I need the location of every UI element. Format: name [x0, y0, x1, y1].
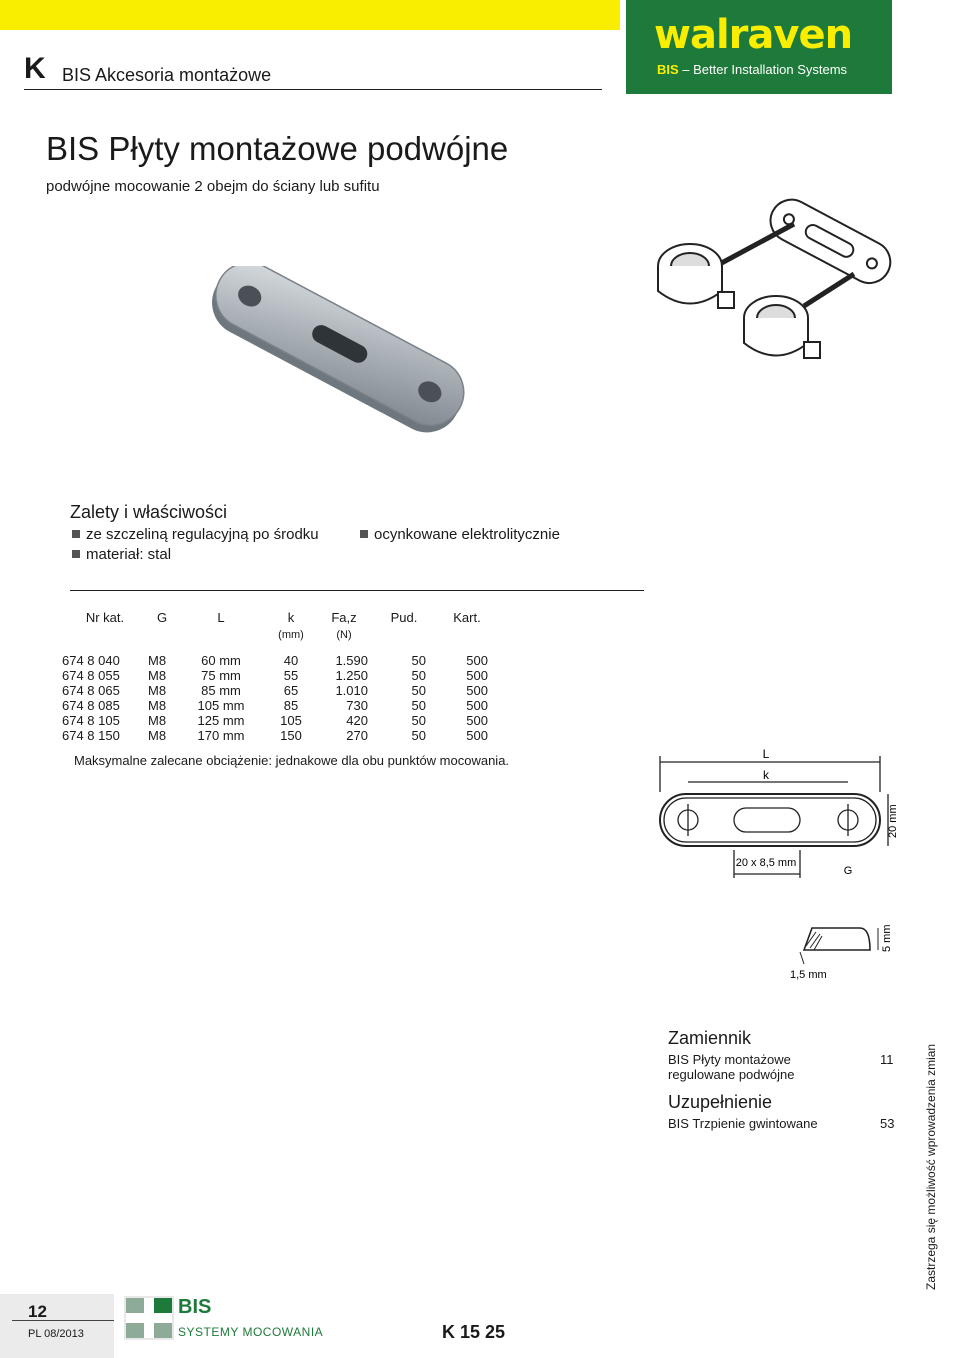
bis-logo-word: BIS [178, 1296, 212, 1318]
table-row [62, 653, 498, 668]
table-row [62, 668, 498, 683]
table-cell: 674 8 055 [62, 668, 120, 683]
table-row [62, 683, 498, 698]
table-cell: 55 [283, 668, 299, 683]
table-cell: M8 [148, 713, 167, 728]
replacement-item[interactable]: BIS Płyty montażowe regulowane podwójne [668, 1052, 795, 1082]
table-cell: 1.590 [335, 653, 368, 668]
dim-edge: 1,5 mm [790, 969, 827, 981]
table-cell: 105 [280, 713, 302, 728]
table-cell: 170 mm [197, 728, 245, 743]
table-cell: 85 mm [201, 683, 241, 698]
bullet-icon [360, 530, 368, 538]
dim-height: 20 mm [887, 804, 899, 838]
property-item: materiał: stal [72, 546, 171, 563]
table-row [62, 698, 498, 713]
table-cell: M8 [148, 653, 167, 668]
table-cell: 674 8 065 [62, 683, 120, 698]
mounting-plate-photo [196, 266, 478, 436]
table-cell: 105 mm [197, 698, 245, 713]
col-header: L [217, 610, 225, 625]
col-header: k [287, 610, 295, 625]
replacement-page: 11 [880, 1052, 894, 1067]
section-letter: K [24, 52, 46, 85]
table-cell: 60 mm [201, 653, 241, 668]
dim-thickness: 5 mm [881, 924, 893, 952]
table-cell: 50 [411, 713, 426, 728]
table-cell: 50 [411, 683, 426, 698]
profile-drawing [770, 912, 900, 984]
table-cell: 500 [466, 713, 488, 728]
section-title: BIS Akcesoria montażowe [62, 65, 272, 85]
table-cell: 420 [346, 713, 368, 728]
table-cell: 50 [411, 653, 426, 668]
col-header: G [156, 610, 168, 625]
table-row [62, 713, 498, 728]
product-subtitle: podwójne mocowanie 2 obejm do ściany lub sufitu [46, 178, 380, 195]
table-cell: 50 [411, 668, 426, 683]
bullet-icon [72, 550, 80, 558]
col-header: Pud. [390, 610, 418, 625]
spec-table [62, 608, 498, 743]
table-row [62, 728, 498, 743]
page-number: 12 [28, 1302, 47, 1321]
dim-L: L [762, 747, 770, 761]
catalog-code: K 15 25 [442, 1322, 506, 1342]
table-cell: 674 8 040 [62, 653, 120, 668]
table-cell: 500 [466, 698, 488, 713]
dimension-drawing [650, 746, 900, 882]
bis-logo-icon [124, 1296, 174, 1340]
table-cell: 500 [466, 683, 488, 698]
table-cell: M8 [148, 698, 167, 713]
dim-slot: 20 x 8,5 mm [735, 857, 797, 869]
brand-word: walraven [654, 12, 853, 58]
footer-page-box [0, 1294, 114, 1358]
table-cell: 730 [346, 698, 368, 713]
table-cell: 1.250 [335, 668, 368, 683]
assembly-drawing [654, 196, 898, 382]
table-cell: 125 mm [197, 713, 245, 728]
table-cell: 85 [283, 698, 299, 713]
table-cell: 50 [411, 728, 426, 743]
table-cell: 50 [411, 698, 426, 713]
table-cell: M8 [148, 683, 167, 698]
table-cell: 1.010 [335, 683, 368, 698]
table-cell: 150 [280, 728, 302, 743]
edition-date: PL 08/2013 [28, 1328, 84, 1340]
top-accent-bar [0, 0, 620, 30]
complement-page: 53 [880, 1116, 895, 1131]
table-unit-row [62, 627, 498, 643]
bullet-icon [72, 530, 80, 538]
footer-divider [12, 1320, 114, 1321]
property-item: ze szczeliną regulacyjną po środku [72, 526, 319, 543]
section-header [24, 52, 602, 90]
unit-label: (mm) [278, 629, 304, 641]
complement-item[interactable]: BIS Trzpienie gwintowane [668, 1116, 818, 1131]
table-cell: 674 8 150 [62, 728, 120, 743]
dim-G: G [843, 865, 853, 877]
load-note: Maksymalne zalecane obciążenie: jednakowe dla obu punktów mocowania. [74, 753, 510, 768]
unit-label: (N) [336, 629, 352, 641]
table-header-row [62, 608, 498, 627]
table-cell: 500 [466, 653, 488, 668]
col-header: Fa,z [331, 610, 357, 625]
table-cell: 75 mm [201, 668, 241, 683]
table-cell: M8 [148, 728, 167, 743]
property-item: ocynkowane elektrolitycznie [360, 526, 560, 543]
table-cell: 674 8 105 [62, 713, 120, 728]
col-header: Kart. [453, 610, 481, 625]
col-header: Nr kat. [85, 610, 125, 625]
disclaimer: Zastrzega się możliwość wprowadzenia zmian [924, 1043, 938, 1290]
properties-title: Zalety i właściwości [70, 502, 228, 522]
table-cell: M8 [148, 668, 167, 683]
divider [70, 590, 644, 591]
table-cell: 674 8 085 [62, 698, 120, 713]
walraven-logo [626, 0, 892, 94]
replacement-title: Zamiennik [668, 1028, 752, 1048]
table-cell: 500 [466, 728, 488, 743]
table-cell: 500 [466, 668, 488, 683]
table-cell: 65 [283, 683, 299, 698]
bis-logo-sub: SYSTEMY MOCOWANIA [178, 1325, 324, 1339]
brand-tagline: BIS – Better Installation Systems [657, 62, 848, 77]
table-cell: 40 [283, 653, 299, 668]
complement-title: Uzupełnienie [668, 1092, 773, 1112]
product-title: BIS Płyty montażowe podwójne [46, 130, 509, 167]
table-cell: 270 [346, 728, 368, 743]
dim-k: k [763, 768, 769, 782]
